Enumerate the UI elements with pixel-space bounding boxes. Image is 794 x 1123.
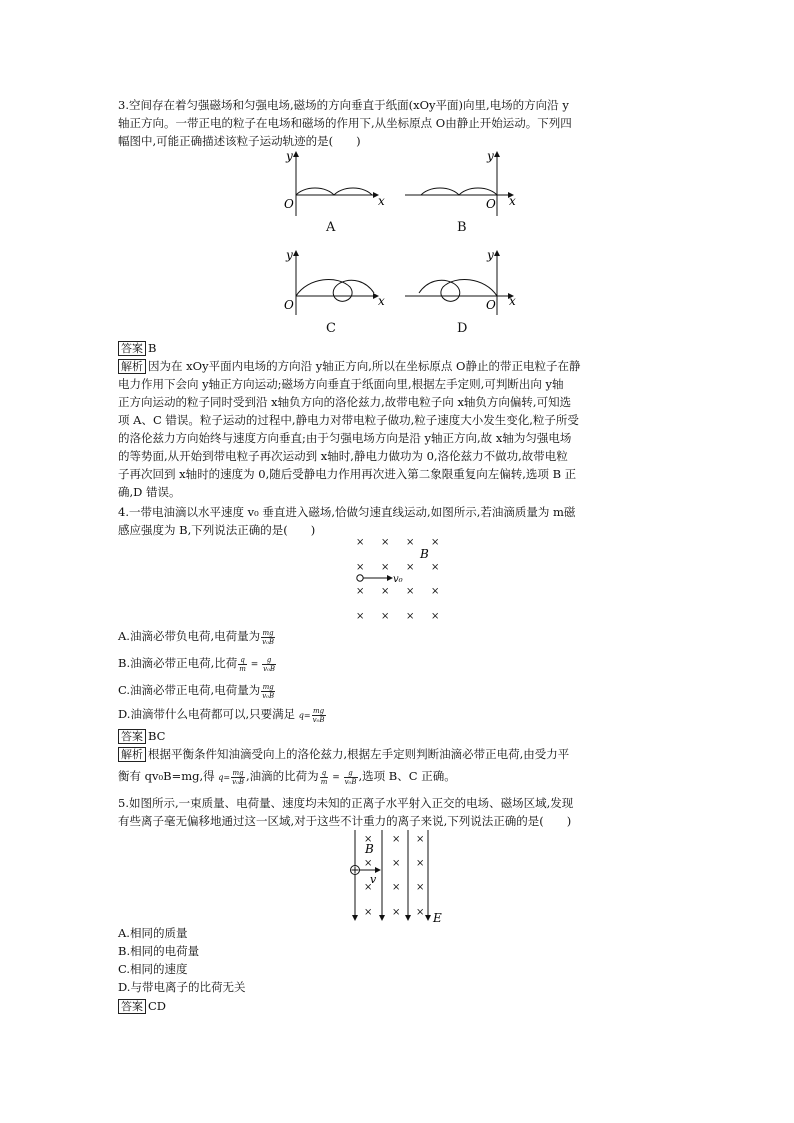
q3-figure-c xyxy=(278,247,388,317)
q3-figure-b xyxy=(405,148,520,218)
q3-figure-d xyxy=(405,247,520,317)
numerator: q xyxy=(238,656,247,665)
field-cross: × xyxy=(406,537,415,548)
field-cross: × xyxy=(431,611,440,622)
numerator: g xyxy=(262,656,276,665)
field-cross: × xyxy=(381,611,390,622)
fraction xyxy=(261,683,275,700)
field-cross: × xyxy=(356,586,365,597)
denominator: v₀B xyxy=(344,777,357,786)
option-text: D.油滴带什么电荷都可以,只要满足 xyxy=(118,707,296,721)
origin-label: O xyxy=(486,298,496,312)
field-cross: × xyxy=(356,537,365,548)
fraction xyxy=(320,769,329,786)
q5-option-c: C.相同的速度 xyxy=(118,962,188,976)
analysis-text: 因为在 xOy平面内电场的方向沿 y轴正方向,所以在坐标原点 O静止的带正电粒子在静 xyxy=(148,359,581,373)
field-cross: × xyxy=(431,562,440,573)
y-label: y xyxy=(487,248,494,262)
q3-figure-d-label: D xyxy=(457,321,468,336)
analysis-text: 衡有 qv₀B=mg,得 xyxy=(118,769,215,783)
fraction xyxy=(261,629,275,646)
q4-stem-line1: 4.一带电油滴以水平速度 v₀ 垂直进入磁场,恰做匀速直线运动,如图所示,若油滴质量为 m磁 xyxy=(118,505,576,519)
x-label: x xyxy=(378,294,385,308)
field-cross: × xyxy=(356,562,365,573)
equals: = xyxy=(247,660,262,670)
q3-analysis-line5: 的洛伦兹力方向始终与速度方向垂直;由于匀强电场方向是沿 y轴正方向,故 x轴为匀强电场 xyxy=(118,431,572,445)
denominator: m xyxy=(320,777,328,786)
q4-answer xyxy=(118,728,678,745)
denominator: v₀B xyxy=(263,664,276,673)
q4-stem-line2: 感应强度为 B,下列说法正确的是( ) xyxy=(118,523,316,537)
svg-text:×: × xyxy=(416,858,425,869)
velocity-label: v₀ xyxy=(393,574,403,585)
y-label: y xyxy=(286,248,293,262)
answer-value: BC xyxy=(148,729,166,743)
q3-analysis-line2: 电力作用下会向 y轴正方向运动;磁场方向垂直于纸面向里,根据左手定则,可判断出向 y轴 xyxy=(118,377,564,391)
q3-figure-a xyxy=(278,148,388,218)
q3-figure-a-label: A xyxy=(326,220,336,235)
fraction xyxy=(312,707,326,724)
svg-text:×: × xyxy=(392,882,401,893)
svg-text:×: × xyxy=(416,907,425,918)
answer-tag: 答案 xyxy=(118,341,146,356)
analysis-text: 根据平衡条件知油滴受向上的洛伦兹力,根据左手定则判断油滴必带正电荷,由受力平 xyxy=(148,747,570,761)
field-cross: × xyxy=(356,611,365,622)
numerator: q xyxy=(320,769,329,778)
field-cross: × xyxy=(431,537,440,548)
denominator: v₀B xyxy=(262,691,275,700)
trajectory xyxy=(421,188,497,195)
q4-option-b xyxy=(118,655,277,673)
denominator: v₀B xyxy=(312,715,325,724)
formula-prefix: q= xyxy=(218,773,231,782)
q5-option-d: D.与带电离子的比荷无关 xyxy=(118,980,246,994)
analysis-text: ,选项 B、C 正确。 xyxy=(358,769,456,783)
x-label: x xyxy=(378,194,385,208)
numerator: mg xyxy=(262,628,274,637)
field-cross: × xyxy=(431,586,440,597)
q3-analysis-line8: 确,D 错误。 xyxy=(118,485,181,499)
option-text: A.油滴必带负电荷,电荷量为 xyxy=(118,629,261,643)
origin-label: O xyxy=(486,197,496,211)
trajectory xyxy=(296,280,374,302)
q3-analysis-line7: 子再次回到 x轴时的速度为 0,随后受静电力作用再次进入第二象限重复向左偏转,选项 B 正 xyxy=(118,467,577,481)
q3-figure-c-label: C xyxy=(326,321,336,336)
q3-analysis-line1 xyxy=(118,358,678,375)
denominator: v₀B xyxy=(262,637,275,646)
field-e-label: E xyxy=(433,911,442,925)
numerator: mg xyxy=(313,706,325,715)
option-text: B.油滴必带正电荷,比荷 xyxy=(118,656,238,670)
denominator: m xyxy=(239,664,246,673)
q4-analysis-line1 xyxy=(118,746,678,763)
q3-stem-line3: 幅图中,可能正确描述该粒子运动轨迹的是( ) xyxy=(118,134,361,148)
q5-stem-line1: 5.如图所示,一束质量、电荷量、速度均未知的正离子水平射入正交的电场、磁场区域,发现 xyxy=(118,796,574,810)
q5-stem-line2: 有些离子毫无偏移地通过这一区域,对于这些不计重力的离子来说,下列说法正确的是( ) xyxy=(118,814,572,828)
field-cross: × xyxy=(406,611,415,622)
svg-text:×: × xyxy=(416,882,425,893)
x-label: x xyxy=(509,194,516,208)
origin-label: O xyxy=(284,298,294,312)
q3-answer xyxy=(118,340,678,357)
oil-drop xyxy=(357,575,363,581)
field-cross: × xyxy=(381,586,390,597)
svg-text:×: × xyxy=(364,882,373,893)
q4-option-d xyxy=(118,706,327,724)
q4-option-c xyxy=(118,682,276,700)
field-cross: × xyxy=(406,586,415,597)
numerator: mg xyxy=(262,682,274,691)
analysis-text: ,油滴的比荷为 xyxy=(246,769,319,783)
q4-analysis-line2 xyxy=(118,766,678,788)
q3-analysis-line4: 项 A、C 错误。粒子运动的过程中,静电力对带电粒子做功,粒子速度大小发生变化,粒子所受 xyxy=(118,413,579,427)
answer-tag: 答案 xyxy=(118,729,146,744)
trajectory xyxy=(296,188,372,195)
field-cross: × xyxy=(406,562,415,573)
svg-text:×: × xyxy=(364,907,373,918)
origin-label: O xyxy=(284,197,294,211)
analysis-tag: 解析 xyxy=(118,359,146,374)
equals: = xyxy=(329,773,343,783)
q5-figure xyxy=(340,828,450,926)
answer-value: CD xyxy=(148,999,167,1013)
q3-figure-b-label: B xyxy=(457,220,467,235)
field-b-label: B xyxy=(365,842,374,856)
answer-tag: 答案 xyxy=(118,999,146,1014)
q3-analysis-line6: 的等势面,从开始到带电粒子再次运动到 x轴时,静电力做功为 0,洛伦兹力不做功,故带电粒 xyxy=(118,449,568,463)
q4-figure xyxy=(348,533,448,623)
fraction xyxy=(238,656,247,673)
field-cross: × xyxy=(381,537,390,548)
option-text: C.油滴必带正电荷,电荷量为 xyxy=(118,683,261,697)
denominator: v₀B xyxy=(232,777,245,786)
velocity-label: v xyxy=(370,873,377,886)
fraction xyxy=(262,656,276,673)
q4-option-a xyxy=(118,628,276,646)
formula-prefix: q= xyxy=(298,711,311,720)
y-label: y xyxy=(487,149,494,163)
q3-stem-line2: 轴正方向。一带正电的粒子在电场和磁场的作用下,从坐标原点 O由静止开始运动。下列四 xyxy=(118,116,572,130)
q5-option-a: A.相同的质量 xyxy=(118,926,188,940)
svg-text:×: × xyxy=(392,858,401,869)
q3-analysis-line3: 正方向运动的粒子同时受到沿 x轴负方向的洛伦兹力,故带电粒子向 x轴负方向偏转,可知选 xyxy=(118,395,572,409)
fraction xyxy=(344,769,358,786)
x-label: x xyxy=(509,294,516,308)
y-label: y xyxy=(286,149,293,163)
q5-option-b: B.相同的电荷量 xyxy=(118,944,200,958)
svg-text:×: × xyxy=(364,858,373,869)
numerator: mg xyxy=(232,768,244,777)
svg-text:×: × xyxy=(392,834,401,845)
field-b-label: B xyxy=(420,547,429,561)
field-cross: × xyxy=(381,562,390,573)
answer-value: B xyxy=(148,341,157,355)
q3-stem-line1: 3.空间存在着匀强磁场和匀强电场,磁场的方向垂直于纸面(xOy平面)向里,电场的方向沿 y xyxy=(118,98,569,112)
numerator: g xyxy=(344,769,358,778)
q5-answer xyxy=(118,998,678,1015)
analysis-tag: 解析 xyxy=(118,747,146,762)
fraction xyxy=(231,769,245,786)
svg-text:×: × xyxy=(416,834,425,845)
svg-text:×: × xyxy=(392,907,401,918)
svg-text:×: × xyxy=(364,834,373,845)
